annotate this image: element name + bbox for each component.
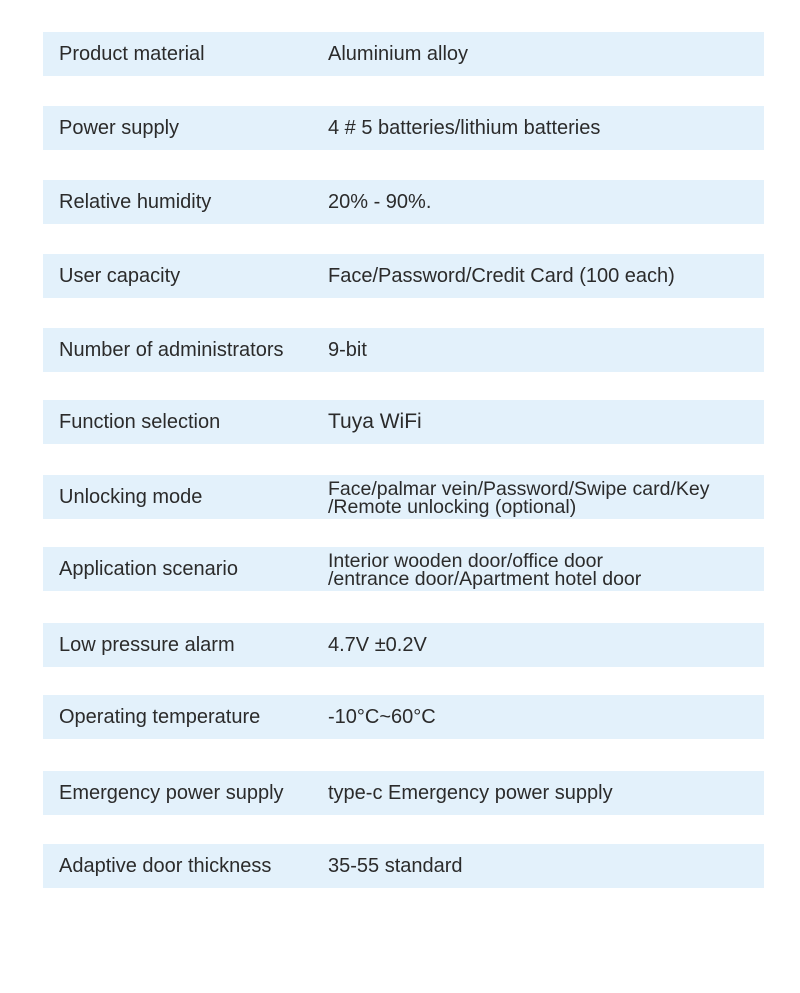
spec-label: Adaptive door thickness (59, 854, 272, 877)
spec-value: Face/palmar vein/Password/Swipe card/Key /Remote unlocking (optional) (328, 478, 710, 518)
spec-label: Emergency power supply (59, 781, 284, 804)
spec-row-operating-temperature (43, 695, 764, 739)
spec-row-adaptive-door-thickness (43, 844, 764, 888)
spec-row-emergency-power-supply (43, 771, 764, 815)
spec-value: Interior wooden door/office door /entrance door/Apartment hotel door (328, 550, 642, 590)
spec-value: 20% - 90%. (328, 191, 432, 213)
spec-row-unlocking-mode (43, 475, 764, 519)
spec-label: Power supply (59, 116, 180, 139)
spec-value: 9-bit (328, 339, 367, 361)
spec-label: Low pressure alarm (59, 633, 235, 656)
spec-label: Unlocking mode (59, 485, 203, 508)
spec-label: Function selection (59, 410, 221, 433)
spec-row-user-capacity (43, 254, 764, 298)
spec-value: 35-55 standard (328, 855, 463, 877)
spec-label: Operating temperature (59, 705, 261, 728)
spec-value: 4 # 5 batteries/lithium batteries (328, 117, 601, 139)
spec-row-low-pressure-alarm (43, 623, 764, 667)
spec-row-application-scenario (43, 547, 764, 591)
spec-row-number-of-administrators (43, 328, 764, 372)
spec-row-relative-humidity (43, 180, 764, 224)
spec-value: Tuya WiFi (328, 410, 422, 433)
spec-value: type-c Emergency power supply (328, 782, 613, 804)
spec-row-product-material (43, 32, 764, 76)
spec-label: Product material (59, 42, 205, 65)
spec-label: User capacity (59, 264, 181, 287)
spec-label: Application scenario (59, 557, 238, 580)
spec-label: Relative humidity (59, 190, 212, 213)
spec-label: Number of administrators (59, 338, 284, 361)
spec-value: Face/Password/Credit Card (100 each) (328, 265, 675, 287)
spec-row-power-supply (43, 106, 764, 150)
spec-row-function-selection (43, 400, 764, 444)
spec-value: Aluminium alloy (328, 43, 469, 65)
spec-value: -10°C~60°C (328, 706, 436, 728)
spec-value: 4.7V ±0.2V (328, 634, 427, 656)
